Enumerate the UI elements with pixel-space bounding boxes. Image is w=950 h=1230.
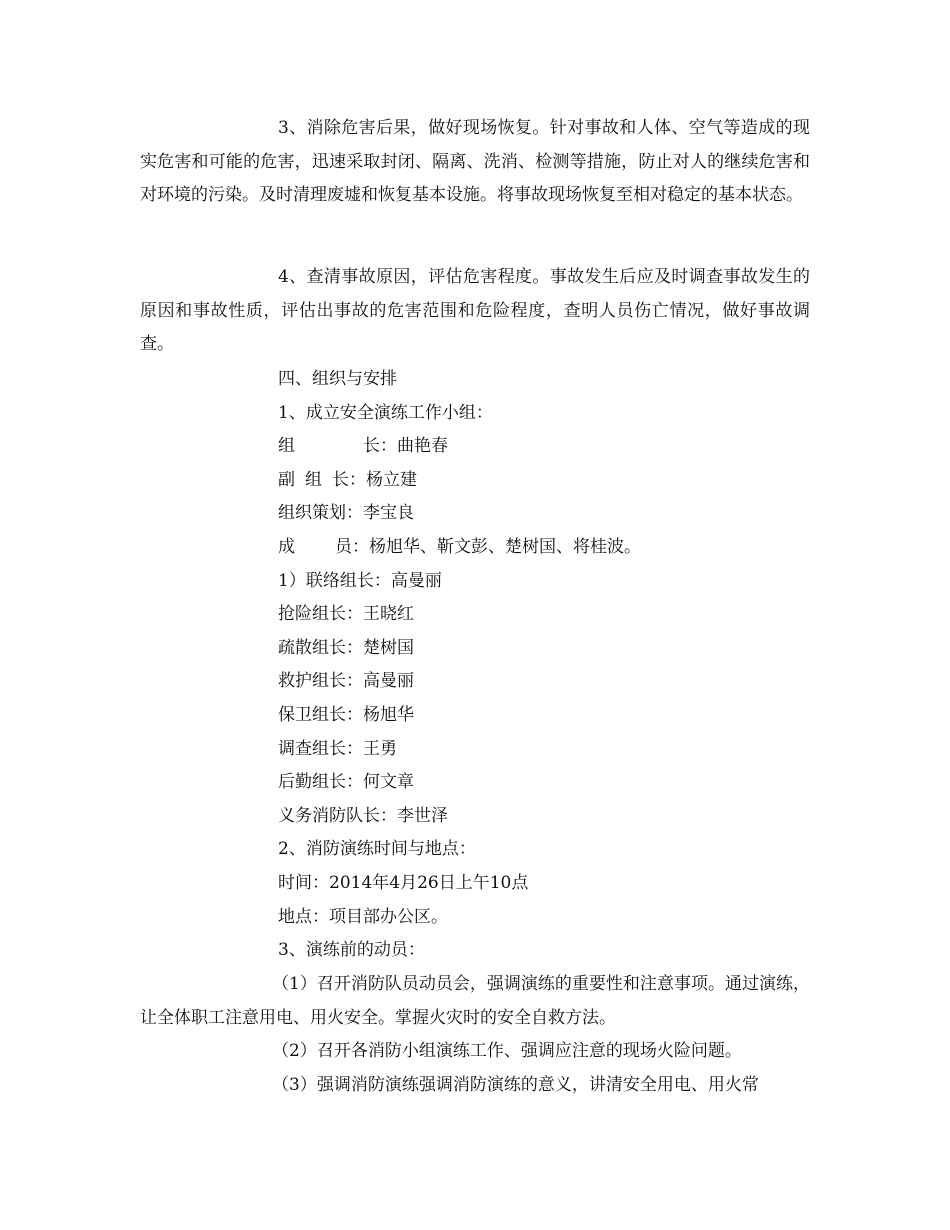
team-members	[278, 531, 641, 565]
group-evacuation: 疏散组长：楚树国	[278, 638, 414, 658]
paragraph-eliminate-hazard: 3、消除危害后果，做好现场恢复。针对事故和人体、空气等造成的现实危害和可能的危害，迅速采取封闭、隔离、洗消、检测等措施，防止对人的继续危害和对环境的污染。及时清理废墟和恢复基本设施。将事故现场恢复至相对稳定的基本状态。	[140, 118, 810, 206]
item2-heading: 2、消防演练时间与地点：	[278, 839, 476, 859]
group-logistics: 后勤组长：何文章	[278, 772, 414, 792]
group-investigation: 调查组长：王勇	[278, 739, 397, 759]
item1-heading: 1、成立安全演练工作小组：	[278, 403, 493, 423]
paragraph-investigate-cause: 4、查清事故原因，评估危害程度。事故发生后应及时调查事故发生的原因和事故性质，评估出事故的危害范围和危险程度，查明人员伤亡情况，做好事故调查。	[140, 267, 810, 355]
mobilization-3: （3）强调消防演练强调消防演练的意义，讲清安全用电、用火常	[272, 1075, 759, 1095]
team-planner: 组织策划：李宝良	[278, 503, 414, 523]
team-deputy	[278, 464, 417, 498]
team-members-a: 成	[278, 537, 295, 557]
group-security: 保卫组长：杨旭华	[278, 705, 414, 725]
team-deputy-c: 长：杨立建	[332, 470, 417, 490]
group-fire-volunteer: 义务消防队长：李世泽	[278, 806, 448, 826]
mobilization-1: （1）召开消防队员动员会，强调演练的重要性和注意事项。通过演练，让全体职工注意用电、用火安全。掌握火灾时的安全自救方法。	[140, 974, 810, 1028]
team-leader	[278, 430, 448, 464]
group-medical: 救护组长：高曼丽	[278, 671, 414, 691]
section-heading: 四、组织与安排	[278, 369, 397, 389]
team-deputy-a: 副	[278, 470, 295, 490]
group-rescue: 抢险组长：王晓红	[278, 604, 414, 624]
team-members-b: 员：杨旭华、靳文彭、楚树国、将桂波。	[335, 537, 641, 557]
item3-heading: 3、演练前的动员：	[278, 940, 425, 960]
time-line: 时间：2014年4月26日上午10点	[278, 873, 529, 893]
team-leader-label-b: 长：曲艳春	[363, 436, 448, 456]
mobilization-2: （2）召开各消防小组演练工作、强调应注意的现场火险问题。	[272, 1041, 742, 1061]
group-liaison: 1）联络组长：高曼丽	[278, 571, 442, 591]
place-line: 地点：项目部办公区。	[278, 907, 448, 927]
team-leader-label-a: 组	[278, 436, 295, 456]
team-deputy-b: 组	[305, 470, 322, 490]
